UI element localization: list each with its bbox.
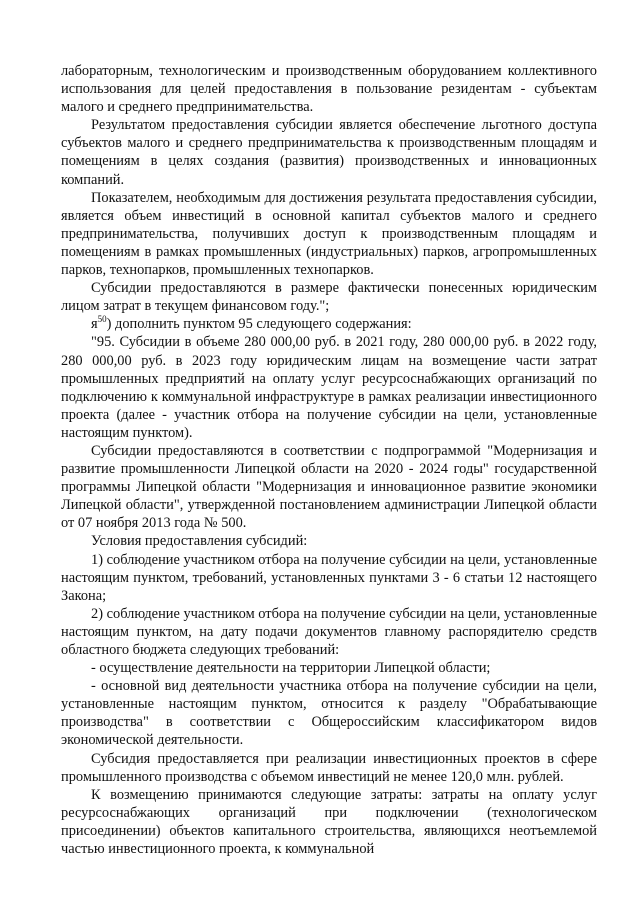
paragraph-subprogram: Субсидии предоставляются в соответствии с подпрограммой "Модернизация и развитие промышленности Липецкой области на 2020 - 2024 годы" государственной программы Липецкой области "Модернизация и инновационное развитие экономики Липецкой области", утвержденной постановлением администрации Липецкой области от 07 ноября 2013 года № 500. [61, 442, 597, 532]
paragraph-subsidy-amount: Субсидии предоставляются в размере фактически понесенных юридическим лицом затрат в текущем финансовом году."; [61, 280, 597, 315]
paragraph-requirement-activity: - основной вид деятельности участника отбора на получение субсидии на цели, установленные настоящим пунктом, относится к разделу "Обрабатывающие производства" в соответствии с Общероссийским классификатором видов экономической деятельности. [61, 678, 597, 749]
document-page [61, 62, 597, 858]
paragraph-requirement-territory: - осуществление деятельности на территории Липецкой области; [91, 660, 491, 677]
paragraph-reimbursable-costs: К возмещению принимаются следующие затраты: затраты на оплату услуг ресурсоснабжающих организаций при подключении (технологическом присоединении) объектов капитального строительства, являющихся неотъемлемой частью инвестиционного проекта, к коммунальной [61, 786, 597, 858]
paragraph-subsidy-indicator: Показателем, необходимым для достижения результата предоставления субсидии, является объем инвестиций в основной капитал субъектов малого и среднего предпринимательства, получивших доступ к производственным площадям и помещениям в рамках промышленных (индустриальных) парков, агропромышленных парков, технопарков, промышленных технопарков. [61, 189, 597, 279]
paragraph-amend-item [61, 315, 597, 333]
paragraph-point-95: "95. Субсидии в объеме 280 000,00 руб. в 2021 году, 280 000,00 руб. в 2022 году, 280 000,00 руб. в 2023 году юридическим лицам на возмещение части затрат промышленных предприятий на оплату услуг ресурсоснабжающих организаций по подключению к коммунальной инфраструктуре в рамках реализации инвестиционного проекта (далее - участник отбора на получение субсидии на цели, установленные настоящим пунктом). [61, 334, 597, 441]
item-superscript: 50 [97, 314, 107, 325]
paragraph-subsidy-result: Результатом предоставления субсидии является обеспечение льготного доступа субъектов малого и среднего предпринимательства к производственным площадям и помещениям в целях создания (развития) производственных и инновационных компаний. [61, 117, 597, 188]
paragraph-conditions-heading: Условия предоставления субсидий: [91, 533, 308, 550]
paragraph-investment-threshold: Субсидия предоставляется при реализации инвестиционных проектов в сфере промышленного производства с объемом инвестиций не менее 120,0 млн. рублей. [61, 750, 597, 785]
item-text: ) дополнить пунктом 95 следующего содержания: [106, 316, 412, 333]
paragraph-lab-equipment: лабораторным, технологическим и производственным оборудованием коллективного использования для целей предоставления в пользование резидентам - субъектам малого и среднего предпринимательства. [61, 63, 597, 116]
paragraph-condition-2: 2) соблюдение участником отбора на получение субсидии на цели, установленные настоящим пунктом, на дату подачи документов главному распорядителю средств областного бюджета следующих требований: [61, 605, 597, 658]
paragraph-condition-1: 1) соблюдение участником отбора на получение субсидии на цели, установленные настоящим пунктом, требований, установленных пунктами 3 - 6 статьи 12 настоящего Закона; [61, 551, 597, 604]
item-letter: я [91, 316, 98, 333]
